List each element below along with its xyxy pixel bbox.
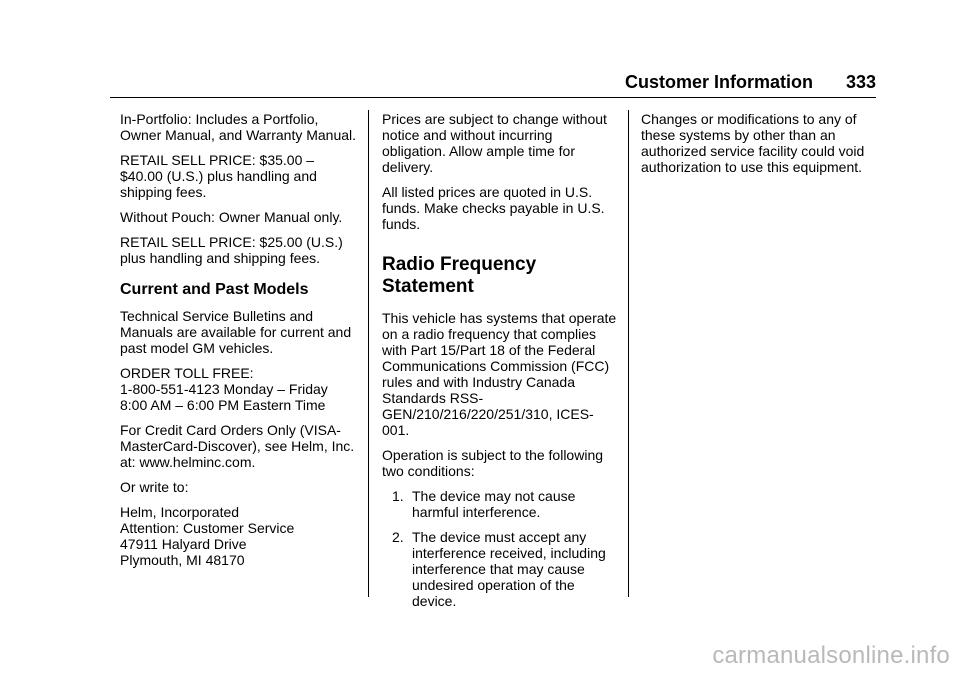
address-line: 47911 Halyard Drive xyxy=(120,536,247,552)
order-hours: 8:00 AM – 6:00 PM Eastern Time xyxy=(120,397,326,413)
page-header xyxy=(110,70,876,98)
paragraph-order-toll-free xyxy=(120,365,358,413)
watermark: carmanualsonline.info xyxy=(712,642,950,669)
paragraph-credit-card: For Credit Card Orders Only (VISA-MasterCard-Discover), see Helm, Inc. at: www.helminc.com. xyxy=(120,422,355,470)
paragraph-radio-systems: This vehicle has systems that operate on a radio frequency that complies with Part 15/Part 18 of the Federal Communications Commission (FCC) rules and with Industry Canada Standards RSS-GEN/210/216/220/251/310, ICES-001. xyxy=(382,310,617,438)
list-item xyxy=(382,529,618,609)
paragraph-in-portfolio: In-Portfolio: Includes a Portfolio, Owner Manual, and Warranty Manual. xyxy=(120,111,357,143)
header-rule xyxy=(110,97,876,98)
column-divider-1 xyxy=(368,110,369,597)
order-phone: 1-800-551-4123 Monday – Friday xyxy=(120,381,328,397)
conditions-list xyxy=(382,488,618,609)
list-text: The device must accept any interference received, including interference that may cause undesired operation of the device. xyxy=(412,529,606,609)
section-heading-radio-frequency xyxy=(382,254,618,298)
paragraph-or-write: Or write to: xyxy=(120,479,189,495)
mailing-address xyxy=(120,504,358,568)
paragraph-retail-price-1: RETAIL SELL PRICE: $35.00 – $40.00 (U.S.) plus handling and shipping fees. xyxy=(120,152,317,200)
list-text: The device may not cause harmful interference. xyxy=(412,488,576,520)
list-number: 2. xyxy=(392,529,404,545)
paragraph-retail-price-2: RETAIL SELL PRICE: $25.00 (U.S.) plus handling and shipping fees. xyxy=(120,234,343,266)
column-3 xyxy=(641,111,881,184)
header-title: Customer Information xyxy=(624,72,813,92)
column-2 xyxy=(382,111,618,618)
address-line: Attention: Customer Service xyxy=(120,520,295,536)
paragraph-prices-change: Prices are subject to change without notice and without incurring obligation. Allow ample time for delivery. xyxy=(382,111,607,175)
order-label: ORDER TOLL FREE: xyxy=(120,365,254,381)
section-heading-line-1: Radio Frequency xyxy=(382,254,537,275)
paragraph-us-funds: All listed prices are quoted in U.S. funds. Make checks payable in U.S. funds. xyxy=(382,184,605,232)
paragraph-conditions: Operation is subject to the following two conditions: xyxy=(382,447,604,479)
paragraph-modifications: Changes or modifications to any of these systems by other than an authorized service facility could void authorization to use this equipment. xyxy=(641,111,865,175)
section-heading-line-2: Statement xyxy=(382,276,474,297)
paragraph-bulletins: Technical Service Bulletins and Manuals are available for current and past model GM vehicles. xyxy=(120,308,352,356)
column-1 xyxy=(120,111,358,577)
column-divider-2 xyxy=(628,110,629,597)
address-line: Plymouth, MI 48170 xyxy=(120,552,245,568)
address-line: Helm, Incorporated xyxy=(120,504,240,520)
subheading-current-past-models: Current and Past Models xyxy=(120,281,309,298)
paragraph-without-pouch: Without Pouch: Owner Manual only. xyxy=(120,209,343,225)
page-number: 333 xyxy=(845,72,876,92)
list-item xyxy=(382,488,618,520)
list-number: 1. xyxy=(392,488,404,504)
